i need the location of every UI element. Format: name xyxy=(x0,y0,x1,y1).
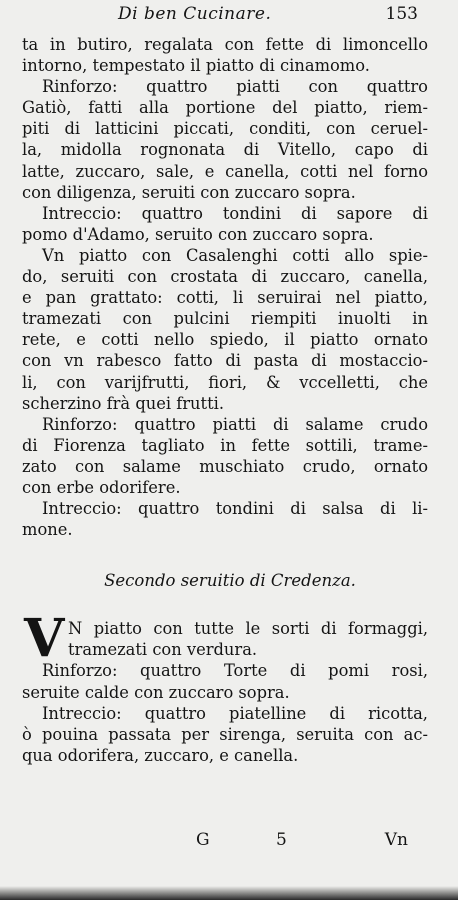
text-line: con diligenza, seruiti con zuccaro sopra. xyxy=(22,182,356,202)
text-line: scherzino frà quei frutti. xyxy=(22,393,225,413)
text-line: Gatiò, fatti alla portione del piatto, riem- xyxy=(22,98,428,118)
page-number: 153 xyxy=(385,4,418,24)
paragraph xyxy=(22,498,428,540)
text-line: la, midolla rognonata di Vitello, capo di xyxy=(22,140,428,160)
text-line: mone. xyxy=(22,520,73,540)
text-line: N piatto con tutte le sorti di formaggi, xyxy=(68,619,428,639)
text-line: Intreccio: quattro tondini di salsa di li- xyxy=(42,499,428,519)
paragraph xyxy=(22,34,428,76)
catchword: Vn xyxy=(384,830,408,850)
paragraph xyxy=(22,245,428,414)
signature-mark: G xyxy=(196,830,210,850)
text-line: qua odorifera, zuccaro, e canella. xyxy=(22,745,299,765)
text-line: Intreccio: quattro tondini di sapore di xyxy=(42,203,428,223)
dropcap-paragraph xyxy=(22,608,428,670)
text-line: zato con salame muschiato crudo, ornato xyxy=(22,456,428,476)
drop-cap-letter: V xyxy=(24,608,65,670)
paragraph xyxy=(22,203,428,245)
paragraph xyxy=(22,414,428,498)
page-footer xyxy=(0,830,428,854)
text-line: rete, e cotti nello spiedo, il piatto ornato xyxy=(22,330,428,350)
paragraph xyxy=(22,660,428,702)
text-line: ò pouina passata per sirenga, seruita con ac- xyxy=(22,724,428,744)
text-line: li, con varijfrutti, fiori, & vccelletti, che xyxy=(22,372,428,392)
text-line: Rinforzo: quattro Torte di pomi rosi, xyxy=(42,661,428,681)
text-line: Intreccio: quattro piatelline di ricotta, xyxy=(42,703,428,723)
spacer xyxy=(22,540,428,570)
text-line: latte, zuccaro, sale, e canella, cotti nel forno xyxy=(22,161,428,181)
text-line: piti di latticini piccati, conditi, con ceruel- xyxy=(22,119,428,139)
text-line: Rinforzo: quattro piatti con quattro xyxy=(42,77,428,97)
text-line: con vn rabesco fatto di pasta di mostaccio- xyxy=(22,351,428,371)
paragraph xyxy=(22,76,428,203)
text-line: tramezati con pulcini riempiti inuolti in xyxy=(22,309,428,329)
body-text xyxy=(22,34,428,766)
text-line: Vn piatto con Casalenghi cotti allo spie- xyxy=(42,245,428,265)
text-line: intorno, tempestato il piatto di cinamomo. xyxy=(22,56,370,76)
running-head xyxy=(118,4,432,32)
spacer xyxy=(22,592,428,618)
running-head-title: Di ben Cucinare. xyxy=(118,4,272,24)
text-line: di Fiorenza tagliato in fette sottili, trame- xyxy=(22,435,428,455)
text-line: e pan grattato: cotti, li seruirai nel piatto, xyxy=(22,288,428,308)
text-line: seruite calde con zuccaro sopra. xyxy=(22,682,290,702)
text-line: pomo d'Adamo, seruito con zuccaro sopra. xyxy=(22,224,374,244)
section-heading: Secondo seruitio di Credenza. xyxy=(104,571,356,591)
text-line: Rinforzo: quattro piatti di salame crudo xyxy=(42,414,428,434)
signature-number: 5 xyxy=(276,830,287,850)
paragraph xyxy=(22,703,428,766)
text-line: con erbe odorifere. xyxy=(22,477,181,497)
text-line: ta in butiro, regalata con fette di limoncello xyxy=(22,35,428,54)
text-line: tramezati con verdura. xyxy=(68,640,258,660)
text-line: do, seruiti con crostata di zuccaro, canella, xyxy=(22,267,428,287)
